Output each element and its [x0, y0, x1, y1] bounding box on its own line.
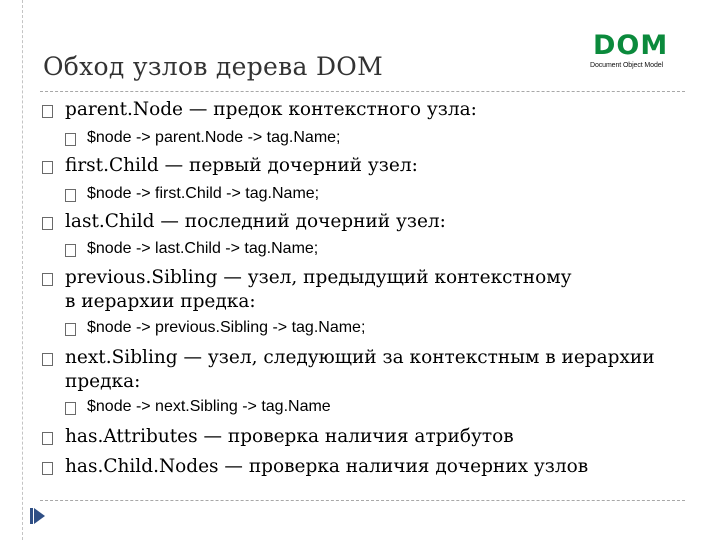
bullet-text: предка:: [65, 371, 141, 392]
bullet-previous-sibling: [65, 265, 572, 291]
sub-bullet-text: $node -> first.Child -> tag.Name;: [87, 185, 320, 202]
bullet-box-icon: [42, 432, 53, 445]
bullet-text: first.Child — первый дочерний узел:: [65, 155, 418, 176]
bullet-text: has.Attributes — проверка наличия атрибутов: [65, 426, 514, 447]
bullet-text: has.Child.Nodes — проверка наличия дочерних узлов: [65, 456, 589, 477]
slide-title: Обход узлов дерева DOM: [43, 52, 383, 81]
bullet-text: в иерархии предка:: [65, 291, 256, 312]
sub-bullet-text: $node -> previous.Sibling -> tag.Name;: [87, 319, 366, 336]
bullet-box-icon: [65, 402, 76, 415]
bullet-box-icon: [65, 133, 76, 146]
bullet-text: next.Sibling — узел, следующий за контекстным в иерархии: [65, 347, 655, 368]
footer-divider: [40, 500, 685, 501]
bullet-box-icon: [65, 244, 76, 257]
bullet-box-icon: [42, 161, 53, 174]
logo-text: DOM: [593, 30, 669, 61]
bullet-parent-node: [65, 97, 477, 123]
sub-bullet-first-child: [87, 183, 319, 205]
bullet-previous-sibling-continuation: [65, 289, 256, 315]
bullet-text: previous.Sibling — узел, предыдущий контекстному: [65, 267, 572, 288]
sub-bullet-text: $node -> next.Sibling -> tag.Name: [87, 398, 331, 415]
sub-bullet-previous-sibling: [87, 317, 365, 339]
logo-subtitle: Document Object Model: [590, 62, 663, 69]
sub-bullet-next-sibling: [87, 396, 331, 418]
bullet-box-icon: [42, 105, 53, 118]
sub-bullet-text: $node -> last.Child -> tag.Name;: [87, 240, 319, 257]
bullet-box-icon: [65, 189, 76, 202]
corner-arrow-icon: [34, 508, 45, 524]
sub-bullet-last-child: [87, 238, 318, 260]
bullet-has-attributes: [65, 424, 514, 450]
bullet-box-icon: [42, 462, 53, 475]
corner-bar-icon: [30, 508, 33, 524]
bullet-text: parent.Node — предок контекстного узла:: [65, 99, 477, 120]
sub-bullet-parent-node: [87, 127, 341, 149]
bullet-box-icon: [42, 273, 53, 286]
bullet-first-child: [65, 153, 418, 179]
bullet-box-icon: [42, 217, 53, 230]
bullet-last-child: [65, 209, 446, 235]
bullet-next-sibling-continuation: [65, 369, 140, 395]
bullet-has-child-nodes: [65, 454, 588, 480]
bullet-box-icon: [65, 323, 76, 336]
bullet-box-icon: [42, 353, 53, 366]
sub-bullet-text: $node -> parent.Node -> tag.Name;: [87, 129, 341, 146]
bullet-next-sibling: [65, 345, 655, 371]
bullet-text: last.Child — последний дочерний узел:: [65, 211, 446, 232]
